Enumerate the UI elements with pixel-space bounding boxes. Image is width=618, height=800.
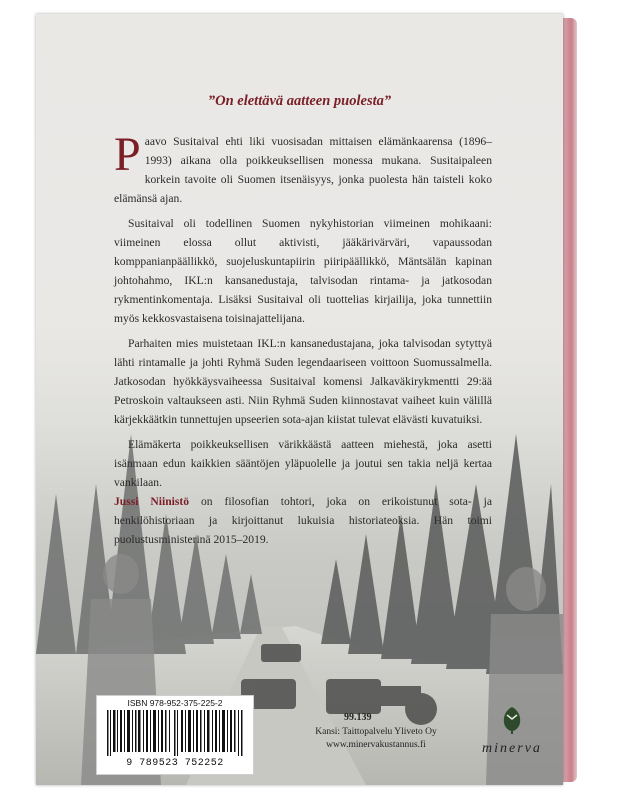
blurb-paragraph-1	[114, 128, 492, 208]
publisher-logo	[477, 704, 547, 757]
owl-icon	[497, 704, 527, 734]
barcode-bars	[107, 710, 245, 756]
book-back-cover	[36, 14, 563, 785]
tagline-quote: ”On elettävä aatteen puolesta”	[207, 93, 392, 109]
blurb-paragraph-1-text: aavo Susitaival ehti liki vuosisadan mittaisen elämänkaarensa (1896–1993) aikana olla poikkeuksellisen monessa mukana. Susitaipaleen korkein tavoite oli Suomen itsenäisyys, jonka puolesta hän taisteli koko elämänsä ajan.	[114, 135, 492, 205]
author-bio	[114, 492, 492, 549]
cover-credit: Kansi: Taittopalvelu Yliveto Oy	[315, 727, 437, 737]
blurb-paragraph-4: Elämäkerta poikkeuksellisen värikkäästä aatteen miehestä, joka asetti isänmaan edun kaikkien sääntöjen yläpuolelle ja joutui sen takia neljä kertaa vankilaan.	[114, 438, 492, 489]
book-spine-edge	[563, 18, 577, 782]
isbn-barcode	[96, 695, 254, 775]
drop-cap: P	[114, 128, 141, 181]
cover-text-area	[36, 14, 563, 785]
blurb-paragraph-3: Parhaiten mies muistetaan IKL:n kansanedustajana, joka talvisodan sytyttyä lähti rintamalle ja johti Ryhmä Suden legendaariseen voittoon Suomussalmella. Jatkosodan hyökkäysvaiheessa Susitaival komensi Jalkaväkirykmentti 29:ää Petroskoin valtaukseen asti. Niin Ryhmä Suden kiinnostavat vaiheet kuin välillä kärjekkäätkin tunnettujen upseerien sota-ajan kiistat tulevat elävästi kuvatuiksi.	[114, 337, 492, 426]
credits	[286, 726, 466, 752]
author-bio-text: on filosofian tohtori, joka on erikoistunut sota- ja henkilöhistoriaan ja kirjoittanut lukuisia historiateoksia. Hän toimi puolustusministerinä 2015–2019.	[114, 495, 493, 546]
isbn-number: ISBN 978-952-375-225-2	[127, 698, 223, 708]
blurb-paragraph-2: Susitaival oli todellinen Suomen nykyhistorian viimeinen mohikaani: viimeinen elossa ollut aktivisti, jääkärivärväri, vapaussodan komppanianpäällikkö, suojeluskuntapiirin piiripäällikkö, Mäntsälän kapinan johtohahmo, IKL:n kansanedustaja, talvisodan rintama- ja jatkosodan rykmentinkomentaja. Lisäksi Susitaival oli tuottelias kirjailija, joka tunnettiin myös kekkosvastaisena toisinajattelijana.	[114, 217, 492, 325]
blurb-text	[114, 128, 492, 498]
author-name: Jussi Niinistö	[114, 495, 190, 508]
publisher-website: www.minervakustannus.fi	[326, 740, 426, 750]
price-code: 99.139	[344, 712, 372, 723]
barcode-digits: 9 789523 752252	[126, 758, 224, 769]
publisher-name: minerva	[482, 741, 542, 756]
